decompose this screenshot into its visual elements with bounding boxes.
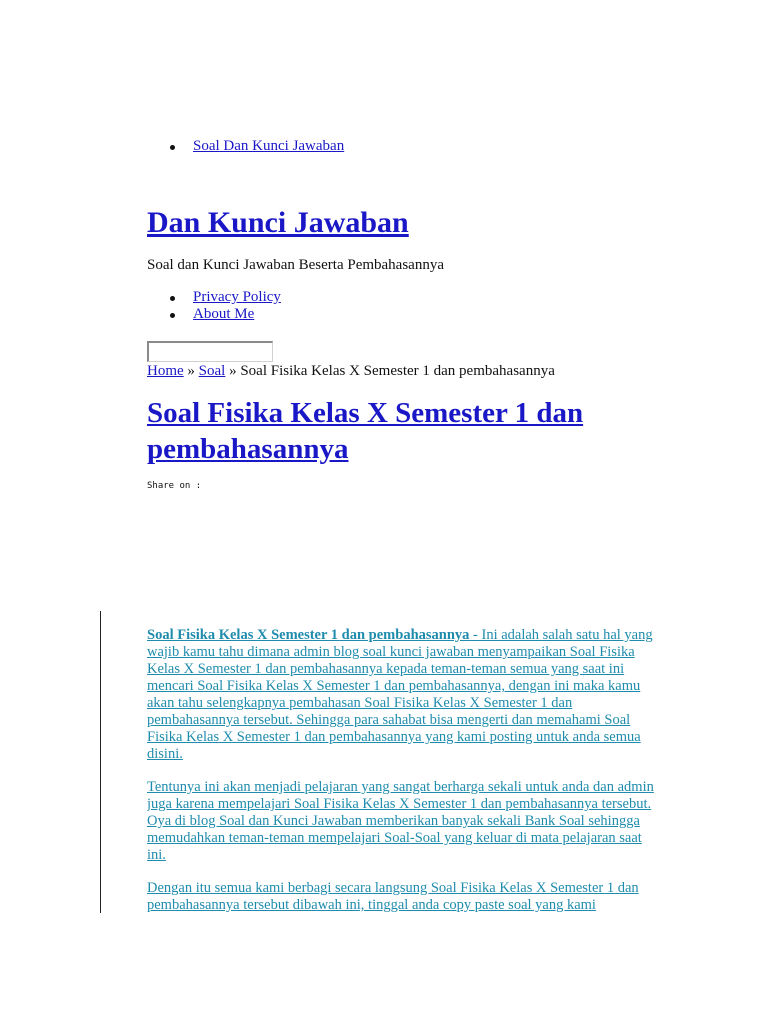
breadcrumb-home[interactable]: Home — [147, 363, 184, 379]
breadcrumb — [147, 362, 555, 380]
post-title-link[interactable]: Soal Fisika Kelas X Semester 1 dan pembahasannya — [147, 397, 584, 465]
breadcrumb-separator: » — [183, 363, 199, 379]
paragraph — [147, 627, 659, 763]
top-nav — [166, 138, 344, 155]
pages-nav-item — [166, 306, 281, 323]
share-label: Share on : — [147, 481, 202, 491]
breadcrumb-current: Soal Fisika Kelas X Semester 1 dan pembahasannya — [240, 363, 555, 379]
search-input[interactable] — [147, 341, 273, 362]
breadcrumb-category[interactable]: Soal — [198, 363, 226, 379]
site-title — [147, 203, 409, 243]
post-body — [147, 627, 659, 927]
pages-nav — [166, 289, 281, 323]
intro-keyword-link[interactable]: Soal Fisika Kelas X Semester 1 dan pembahasannya — [147, 627, 470, 643]
content-divider — [100, 611, 101, 913]
privacy-policy-link[interactable]: Privacy Policy — [193, 289, 281, 305]
paragraph-link[interactable]: Tentunya ini akan menjadi pelajaran yang sangat berharga sekali untuk anda dan admin juga karena mempelajari Soal Fisika Kelas X Semester 1 dan pembahasannya tersebut. Oya di blog Soal dan Kunci Jawaban memberikan banyak sekali Bank Soal sehingga memudahkan teman-teman mempelajari Soal-Soal yang keluar di mata pelajaran saat ini. — [147, 779, 654, 863]
site-description: Soal dan Kunci Jawaban Beserta Pembahasannya — [147, 257, 444, 273]
paragraph — [147, 779, 659, 864]
site-title-link[interactable]: Dan Kunci Jawaban — [147, 206, 409, 239]
intro-text-link[interactable]: - Ini adalah salah satu hal yang wajib kamu tahu dimana admin blog soal kunci jawaban menyampaikan Soal Fisika Kelas X Semester 1 dan pembahasannya kepada teman-teman semua yang saat ini mencari Soal Fisika Kelas X Semester 1 dan pembahasannya, dengan ini maka kamu akan tahu selengkapnya pembahasan Soal Fisika Kelas X Semester 1 dan pembahasannya tersebut. Sehingga para sahabat bisa mengerti dan memahami Soal Fisika Kelas X Semester 1 dan pembahasannya yang kami posting untuk anda semua disini. — [147, 627, 653, 762]
post-title — [147, 395, 667, 467]
pages-nav-item — [166, 289, 281, 306]
about-me-link[interactable]: About Me — [193, 306, 255, 322]
top-nav-link[interactable]: Soal Dan Kunci Jawaban — [193, 138, 345, 154]
top-nav-item — [166, 138, 344, 155]
breadcrumb-separator: » — [225, 363, 241, 379]
paragraph — [147, 880, 659, 914]
paragraph-link[interactable]: Dengan itu semua kami berbagi secara langsung Soal Fisika Kelas X Semester 1 dan pembahasannya tersebut dibawah ini, tinggal anda copy paste soal yang kami — [147, 880, 639, 913]
